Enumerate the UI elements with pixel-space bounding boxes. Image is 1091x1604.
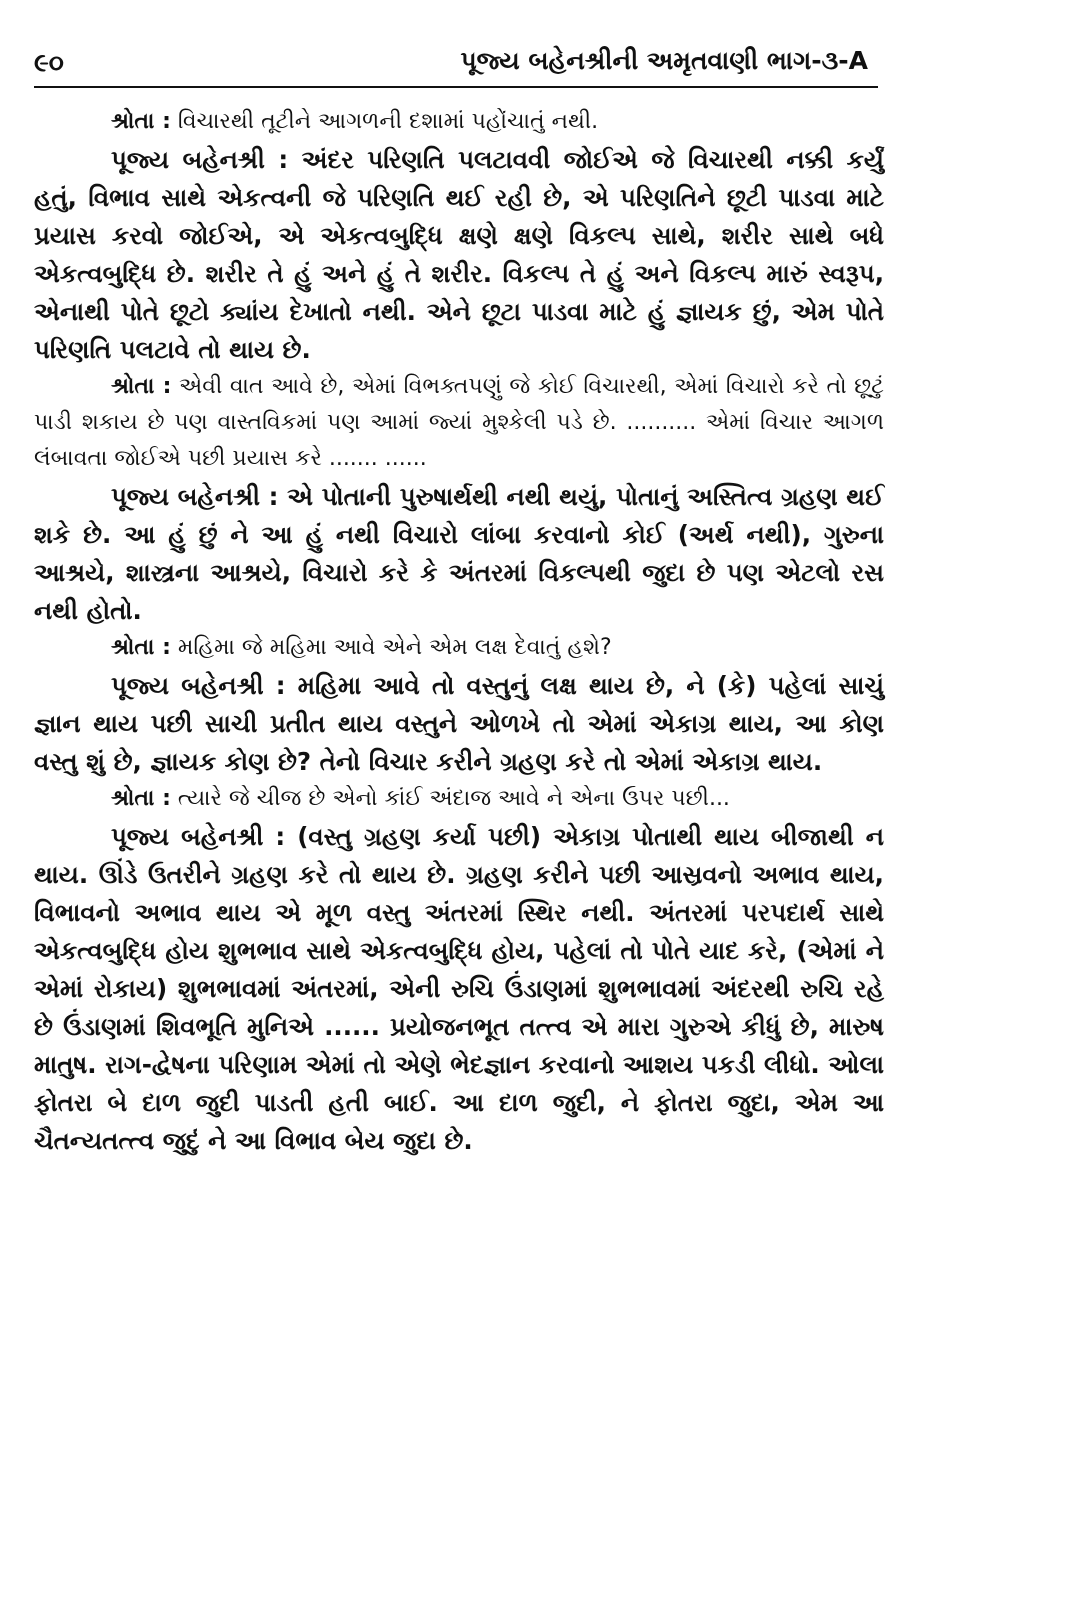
paragraph-text: મહિમા આવે તો વસ્તુનું લક્ષ થાય છે, ને (કે) પહેલાં સાચું જ્ઞાન થાય પછી સાચી પ્રતીત થાય વસ્તુને ઓળખે તો એમાં એકાગ્ર થાય, આ કોણ વસ્તુ શું છે, જ્ઞાયક કોણ છે? તેનો વિચાર કરીને ગ્રહણ કરે તો એમાં એકાગ્ર થાય. [34, 671, 885, 776]
paragraph-text: વિચારથી તૂટીને આગળની દશામાં પહોંચાતું નથી. [177, 109, 599, 134]
listener-question [34, 369, 884, 477]
teacher-answer [34, 818, 884, 1160]
speaker-label-teacher: પૂજ્ય બહેનશ્રી : [111, 482, 279, 511]
teacher-answer [34, 478, 884, 630]
page-header [34, 44, 878, 88]
paragraph-text: એવી વાત આવે છે, એમાં વિભક્તપણું જે કોઈ વિચારથી, એમાં વિચારો કરે તો છૂટું પાડી શકાય છે પણ વાસ્તવિકમાં પણ આમાં જ્યાં મુશ્કેલી પડે છે. .......... એમાં વિચાર આગળ લંબાવતા જોઈએ પછી પ્રયાસ કરે ....... ...... [34, 374, 884, 471]
speaker-label-teacher: પૂજ્ય બહેનશ્રી : [111, 671, 286, 700]
paragraph-text: (વસ્તુ ગ્રહણ કર્યા પછી) એકાગ્ર પોતાથી થાય બીજાથી ન થાય. ઊંડે ઉતરીને ગ્રહણ કરે તો થાય છે. ગ્રહણ કરીને પછી આસ્રવનો અભાવ થાય, વિભાવનો અભાવ થાય એ મૂળ વસ્તુ અંતરમાં સ્થિર નથી. અંતરમાં પરપદાર્થ સાથે એકત્વબુદ્ધિ હોય શુભભાવ સાથે એકત્વબુદ્ધિ હોય, પહેલાં તો પોતે યાદ કરે, (એમાં ને એમાં રોકાય) શુભભાવમાં અંતરમાં, એની રુચિ ઉંડાણમાં શુભભાવમાં અંદરથી રુચિ રહે છે ઉંડાણમાં શિવભૂતિ મુનિએ ...... પ્રયોજનભૂત તત્ત્વ એ મારા ગુરુએ કીધું છે, મારુષ માતુષ. રાગ-દ્વેષના પરિણામ એમાં તો એણે ભેદજ્ઞાન કરવાનો આશય પકડી લીધો. ઓલા ફોતરા બે દાળ જુદી પાડતી હતી બાઈ. આ દાળ જુદી, ને ફોતરા જુદા, એમ આ ચૈતન્યતત્ત્વ જુદું ને આ વિભાવ બેય જુદા છે. [34, 822, 885, 1155]
page-body [34, 104, 884, 1160]
listener-question [34, 630, 884, 666]
speaker-label-listener: શ્રોતા : [111, 374, 172, 399]
paragraph-text: મહિમા જે મહિમા આવે એને એમ લક્ષ દેવાતું હશે? [177, 635, 612, 660]
paragraph-text: ત્યારે જે ચીજ છે એનો કાંઈ અંદાજ આવે ને એના ઉપર પછી... [177, 786, 730, 811]
teacher-answer [34, 667, 884, 781]
speaker-label-listener: શ્રોતા : [111, 635, 171, 660]
speaker-label-teacher: પૂજ્ય બહેનશ્રી : [111, 145, 289, 174]
speaker-label-listener: શ્રોતા : [111, 786, 171, 811]
teacher-answer [34, 141, 884, 369]
speaker-label-teacher: પૂજ્ય બહેનશ્રી : [111, 822, 286, 851]
page-number: ૯૦ [34, 48, 64, 77]
paragraph-text: એ પોતાની પુરુષાર્થથી નથી થયું, પોતાનું અસ્તિત્વ ગ્રહણ થઈ શકે છે. આ હું છું ને આ હું નથી વિચારો લાંબા કરવાનો કોઈ (અર્થ નથી), ગુરુના આશ્રયે, શાસ્ત્રના આશ્રયે, વિચારો કરે કે અંતરમાં વિકલ્પથી જુદા છે પણ એટલો રસ નથી હોતો. [34, 482, 884, 625]
book-title: પૂજ્ય બહેનશ્રીની અમૃતવાણી ભાગ-૩-A [460, 46, 868, 75]
listener-question [34, 781, 884, 817]
speaker-label-listener: શ્રોતા : [111, 109, 171, 134]
listener-question [34, 104, 884, 140]
paragraph-text: અંદર પરિણતિ પલટાવવી જોઈએ જે વિચારથી નક્કી કર્યું હતું, વિભાવ સાથે એકત્વની જે પરિણતિ થઈ રહી છે, એ પરિણતિને છૂટી પાડવા માટે પ્રયાસ કરવો જોઈએ, એ એકત્વબુદ્ધિ ક્ષણે ક્ષણે વિકલ્પ સાથે, શરીર સાથે બધે એકત્વબુદ્ધિ છે. શરીર તે હું અને હું તે શરીર. વિકલ્પ તે હું અને વિકલ્પ મારું સ્વરૂપ, એનાથી પોતે છૂટો ક્યાંય દેખાતો નથી. એને છૂટા પાડવા માટે હું જ્ઞાયક છું, એમ પોતે પરિણતિ પલટાવે તો થાય છે. [34, 145, 884, 364]
